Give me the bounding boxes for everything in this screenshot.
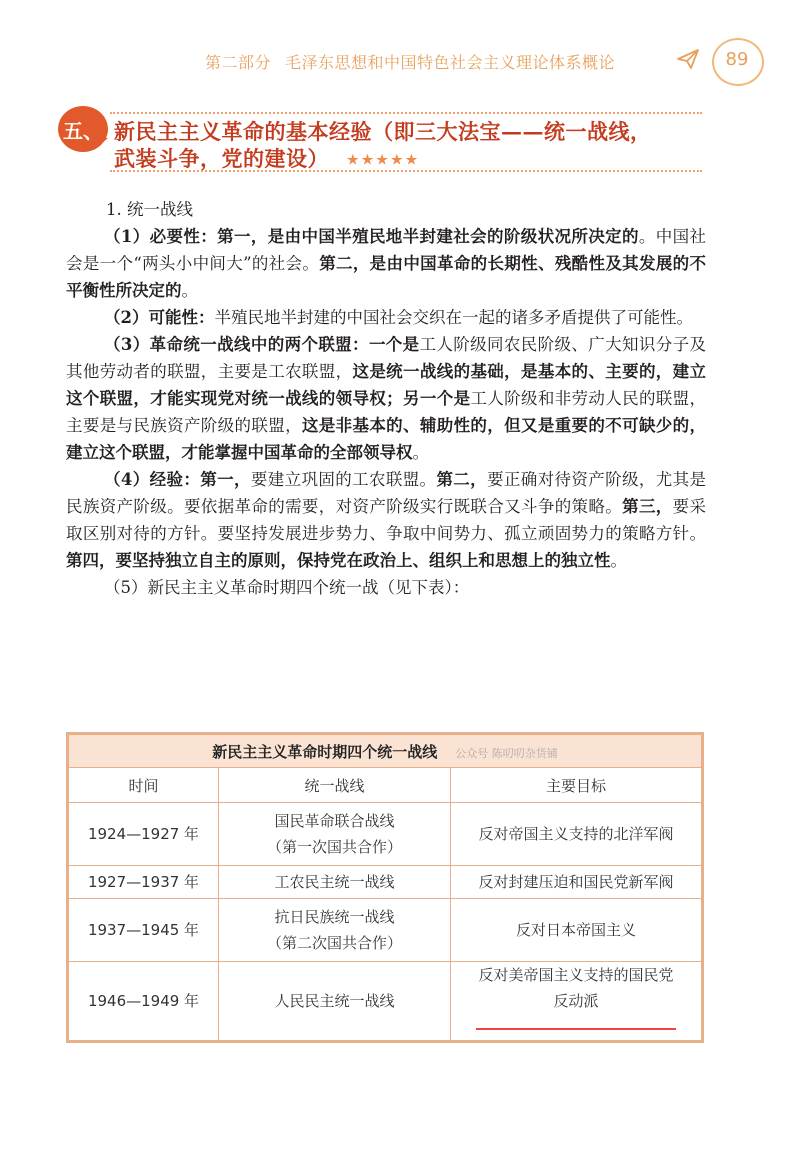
- table-row: [69, 803, 702, 866]
- table-row: [69, 962, 702, 1041]
- table-header-row: [69, 768, 702, 803]
- section-divider-bottom: [110, 170, 702, 172]
- table-caption: 新民主主义革命时期四个统一战线: [212, 742, 438, 761]
- cell-time: 1927—1937 年: [69, 866, 219, 899]
- paragraph-possibility: （2）可能性：半殖民地半封建的中国社会交织在一起的诸多矛盾提供了可能性。: [104, 308, 693, 327]
- header-goal: 主要目标: [451, 768, 702, 803]
- paragraph-necessity: （1）必要性：第一，是由中国半殖民地半封建社会的阶级状况所决定的。中国社会是一个“两头小中间大”的社会。第二，是由中国革命的长期性、残酷性及其发展的不平衡性所决定的。: [66, 227, 707, 300]
- section-title: [114, 118, 708, 174]
- cell-goal: 反对日本帝国主义: [451, 899, 702, 962]
- cell-front: 抗日民族统一战线 （第二次国共合作）: [219, 899, 451, 962]
- header-time: 时间: [69, 768, 219, 803]
- table-row: [69, 866, 702, 899]
- header-part: 第二部分: [205, 53, 272, 72]
- united-front-table: [66, 732, 704, 1043]
- header-book-title: 毛泽东思想和中国特色社会主义理论体系概论: [285, 53, 616, 72]
- paragraph-experience: （4）经验：第一，要建立巩固的工农联盟。第二，要正确对待资产阶级，尤其是民族资产阶级。要依据革命的需要，对资产阶级实行既联合又斗争的策略。第三，要采取区别对待的方针。要坚持发展进步势力、争取中间势力、孤立顽固势力的策略方针。第四，要坚持独立自主的原则，保持党在政治上、组织上和思想上的独立性。: [66, 470, 707, 570]
- cell-goal: 反对帝国主义支持的北洋军阀: [451, 803, 702, 866]
- cell-goal: 反对美帝国主义支持的国民党 反动派: [451, 962, 702, 1041]
- section-title-line1: 新民主主义革命的基本经验（即三大法宝——统一战线，: [114, 119, 652, 144]
- cell-front: 工农民主统一战线: [219, 866, 451, 899]
- subheading-united-front: 1. 统一战线: [106, 200, 193, 219]
- watermark-text: 公众号 陈叨叨杂货铺: [455, 746, 558, 760]
- section-badge-tail: [94, 138, 108, 150]
- page-number: 89: [725, 49, 749, 70]
- cell-time: 1924—1927 年: [69, 803, 219, 866]
- cell-time: 1937—1945 年: [69, 899, 219, 962]
- paragraph-two-alliances: （3）革命统一战线中的两个联盟：一个是工人阶级同农民阶级、广大知识分子及其他劳动者的联盟，主要是工农联盟，这是统一战线的基础，是基本的、主要的，建立这个联盟，才能实现党对统一战线的领导权；另一个是工人阶级和非劳动人民的联盟，主要是与民族资产阶级的联盟，这是非基本的、辅助性的，但又是重要的不可缺少的，建立这个联盟，才能掌握中国革命的全部领导权。: [66, 335, 707, 462]
- cell-time: 1946—1949 年: [69, 962, 219, 1041]
- star-rating-icon: ★★★★★: [347, 153, 421, 168]
- paragraph-four-fronts: （5）新民主主义革命时期四个统一战（见下表）：: [104, 578, 470, 597]
- body-text: [66, 196, 706, 601]
- paper-plane-icon: [676, 48, 700, 70]
- section-divider-top: [110, 112, 702, 114]
- header-front: 统一战线: [219, 768, 451, 803]
- cell-goal: 反对封建压迫和国民党新军阀: [451, 866, 702, 899]
- cell-front: 人民民主统一战线: [219, 962, 451, 1041]
- table-caption-row: [69, 735, 702, 768]
- section-badge: 五、: [58, 106, 108, 152]
- cell-front: 国民革命联合战线 （第一次国共合作）: [219, 803, 451, 866]
- red-underline-mark: [476, 1028, 676, 1030]
- table-row: [69, 899, 702, 962]
- section-title-line2: 武装斗争，党的建设） ★★★★★: [114, 146, 421, 171]
- running-header: [205, 50, 665, 73]
